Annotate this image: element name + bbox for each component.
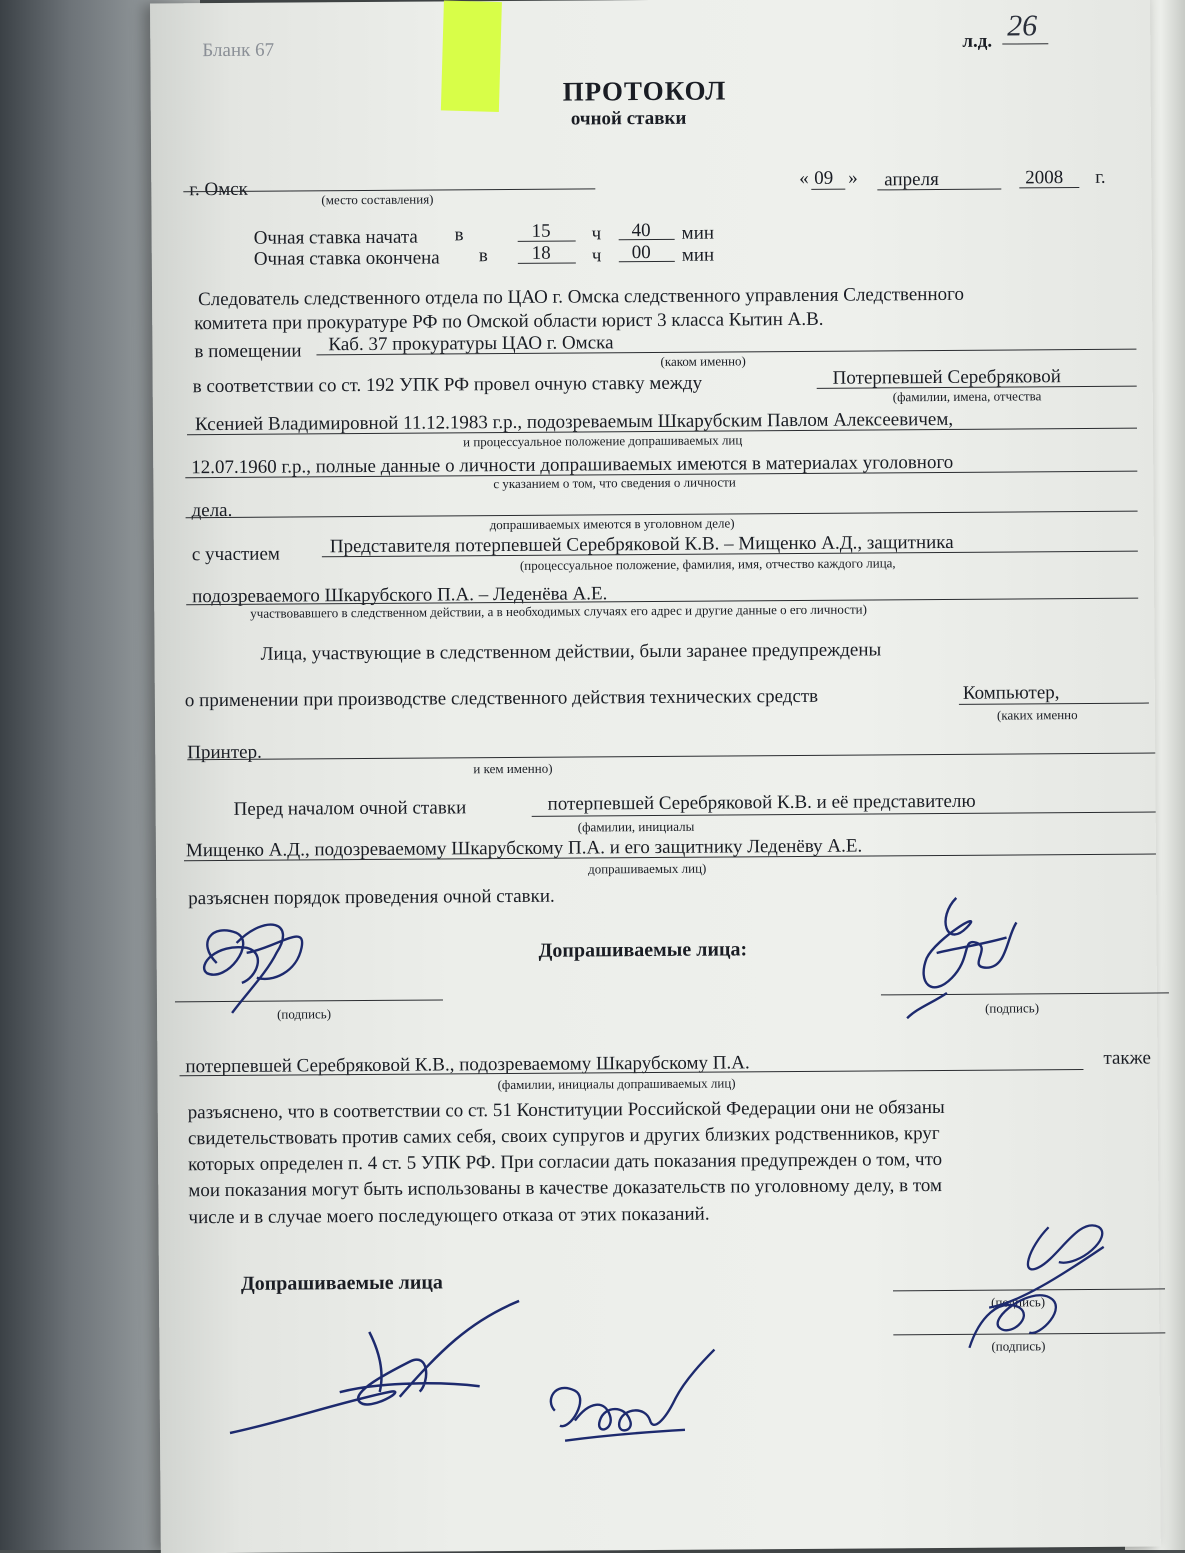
start-label: Очная ставка начата — [253, 226, 418, 249]
room-hint: (каком именно) — [660, 353, 746, 369]
tech-hint-1: (каких именно — [996, 707, 1078, 723]
signature-hint-right: (подпись) — [984, 1000, 1040, 1016]
signature-victim — [186, 902, 347, 1023]
final-signature-hint-1: (подпись) — [991, 1294, 1046, 1310]
end-prep: в — [478, 245, 488, 267]
year-underline — [1019, 187, 1079, 188]
rights-line-1: разъяснено, что в соответствии со ст. 51 Конституции Российской Федерации они не обязаны — [187, 1096, 945, 1124]
signature-final-right — [928, 1207, 1129, 1368]
end-minute-underline — [619, 261, 675, 262]
party-line-3: 12.07.1960 г.р., полные данные о личности допрашиваемых имеются в материалах уголовного — [191, 451, 954, 479]
date-month: апреля — [884, 168, 939, 191]
date-day: 09 — [814, 167, 834, 189]
party-hint-1: (фамилии, имена, отчества — [892, 388, 1042, 405]
room-label: в помещении — [194, 340, 302, 363]
conducted-label: в соответствии со ст. 192 УПК РФ провел очную ставку между — [192, 372, 703, 398]
end-hour-underline — [518, 263, 576, 264]
room-value: Каб. 37 прокуратуры ЦАО г. Омска — [328, 332, 614, 356]
start-hour: 15 — [531, 220, 551, 242]
party-line-1: Потерпевшей Серебряковой — [832, 366, 1061, 389]
form-number: Бланк 67 — [202, 39, 275, 62]
start-prep: в — [454, 224, 464, 246]
warned-line-1: Лица, участвующие в следственном действии, были заранее предупреждены — [260, 639, 882, 665]
rights-line-2: свидетельствовать против самих себя, своих супругов и других близких родственников, круг — [187, 1123, 940, 1150]
end-hour-unit: ч — [591, 245, 602, 267]
tech-underline-2 — [187, 752, 1155, 760]
tech-hint-2: и кем именно) — [473, 760, 553, 777]
start-minute-unit: мин — [681, 222, 715, 244]
year-suffix: г. — [1095, 166, 1106, 188]
party-hint-2: и процессуальное положение допрашиваемых лиц — [463, 432, 743, 450]
persons-heading: Допрашиваемые лица: — [538, 938, 748, 962]
investigator-line-1: Следователь следственного отдела по ЦАО г. Омска следственного управления Следственного — [198, 283, 964, 311]
rights-line-4: мои показания могут быть использованы в качестве доказательств по уголовному делу, в том — [188, 1174, 943, 1202]
sticky-note — [441, 0, 502, 112]
end-label: Очная ставка окончена — [253, 247, 440, 270]
document-page — [150, 0, 1161, 1553]
start-minute-underline — [619, 239, 675, 240]
party-hint-3: с указанием о том, что сведения о личности — [493, 474, 736, 492]
rights-line-5: числе и в случае моего последующего отказа от этих показаний. — [188, 1203, 710, 1229]
signature-final-middle — [534, 1339, 735, 1450]
start-minute: 40 — [631, 220, 651, 242]
signature-suspect — [876, 887, 1040, 1038]
rights-line-3: которых определен п. 4 ст. 5 УПК РФ. При согласии дать показания предупрежден о том, что — [188, 1148, 943, 1176]
persons-heading-2: Допрашиваемые лица — [240, 1271, 443, 1295]
page-subtitle: очной ставки — [570, 107, 687, 130]
investigator-line-2: комитета при прокуратуре РФ по Омской области юрист 3 класса Кытин А.В. — [194, 308, 824, 335]
place-hint: (место составления) — [321, 191, 434, 208]
day-underline — [811, 189, 845, 190]
month-underline — [877, 189, 1001, 191]
end-minute-unit: мин — [681, 244, 715, 266]
party-hint-4: допрашиваемых имеются в уголовном деле) — [489, 515, 735, 533]
also-hint: (фамилии, инициалы допрашиваемых лиц) — [497, 1075, 736, 1093]
end-minute: 00 — [631, 242, 651, 264]
signature-hint-left: (подпись) — [277, 1006, 332, 1022]
party-line-4: дела. — [191, 499, 233, 522]
page-title: ПРОТОКОЛ — [562, 75, 727, 107]
signature-final-left — [219, 1291, 560, 1443]
tech-underline-1 — [959, 703, 1149, 705]
sheet-label: л.д. — [962, 30, 993, 52]
quote-open: « — [799, 167, 809, 189]
before-label: Перед началом очной ставки — [233, 797, 467, 820]
start-hour-underline — [518, 241, 576, 242]
before-line-1: потерпевшей Серебряковой К.В. и её представителю — [547, 790, 976, 815]
participation-label: с участием — [191, 543, 280, 566]
before-hint-2: допрашиваемых лиц) — [588, 860, 707, 877]
warned-line-2: о применении при производстве следственного действия технических средств — [184, 685, 819, 712]
also-line: потерпевшей Серебряковой К.В., подозреваемому Шкарубскому П.А. — [185, 1052, 750, 1078]
before-line-2: Мищенко А.Д., подозреваемому Шкарубскому П.А. и его защитнику Леденёву А.Е. — [185, 835, 863, 862]
also-word: также — [1103, 1047, 1151, 1069]
tech-line-1: Компьютер, — [962, 682, 1060, 704]
before-hint-1: (фамилии, инициалы — [577, 818, 695, 835]
place-value: г. Омск — [189, 178, 248, 201]
final-signature-hint-2: (подпись) — [991, 1338, 1046, 1354]
tech-line-2: Принтер. — [187, 741, 262, 764]
date-year: 2008 — [1025, 167, 1064, 189]
start-hour-unit: ч — [591, 223, 602, 245]
explained-line: разъяснен порядок проведения очной ставки. — [188, 885, 555, 910]
sheet-number: 26 — [1007, 9, 1038, 43]
party-line-2: Ксенией Владимировной 11.12.1983 г.р., подозреваемым Шкарубским Павлом Алексеевичем, — [194, 408, 954, 436]
participation-line-2: подозреваемого Шкарубского П.А. – Леденёва А.Е. — [192, 583, 608, 608]
participation-line-1: Представителя потерпевшей Серебряковой К.В. – Мищенко А.Д., защитника — [329, 531, 954, 558]
participation-hint-1: (процессуальное положение, фамилия, имя, отчество каждого лица, — [519, 555, 896, 573]
participation-hint-2: участвовавшего в следственном действии, а в необходимых случаях его адрес и другие данные о его личности) — [250, 601, 867, 621]
quote-close: » — [848, 167, 858, 189]
sheet-number-underline — [1002, 43, 1048, 44]
end-hour: 18 — [531, 242, 551, 264]
